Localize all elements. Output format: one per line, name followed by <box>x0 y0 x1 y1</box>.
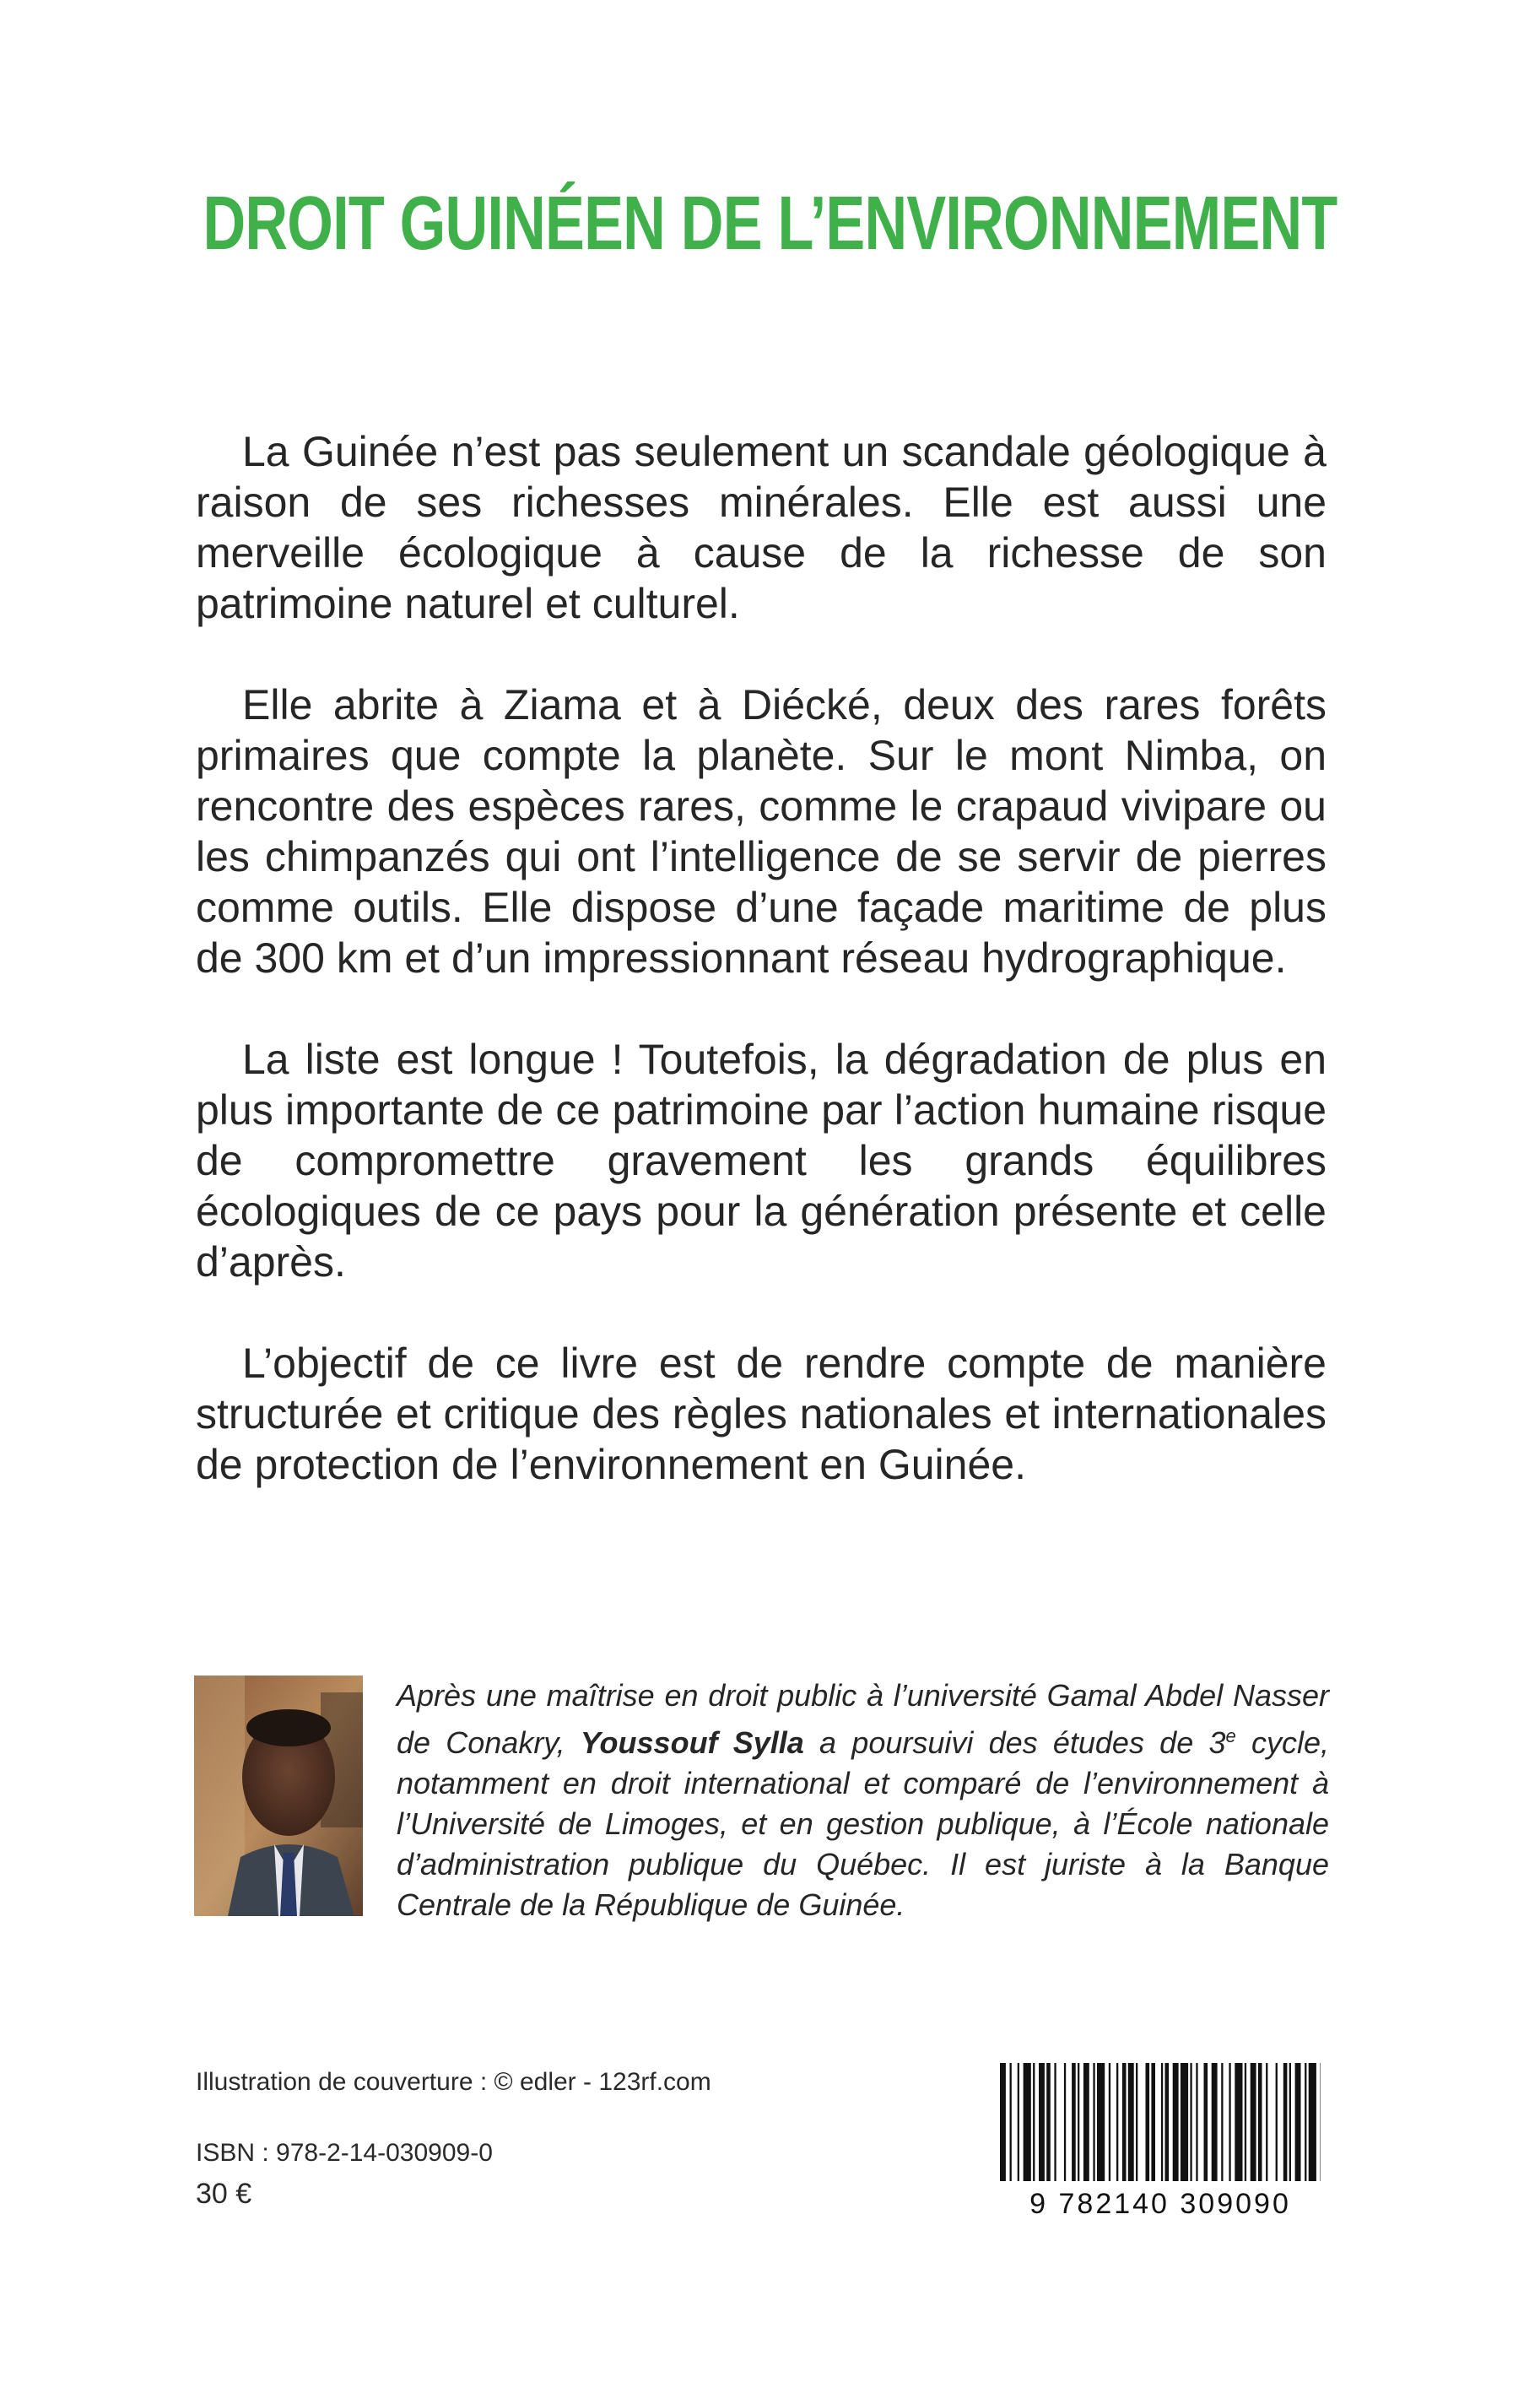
barcode-bar <box>1221 2063 1223 2181</box>
ordinal-superscript: e <box>1225 1725 1236 1746</box>
barcode-bar <box>1204 2063 1208 2181</box>
blurb-paragraph: La liste est longue ! Toutefois, la dégradation de plus en plus importante de ce patrimoine par l’action humaine risque de compromettre gravement les grands équilibres écologiques de ce pays pour la génération présente et celle d’après. <box>196 1036 1327 1286</box>
barcode-bar <box>1116 2063 1118 2181</box>
barcode-bar <box>1122 2063 1127 2181</box>
isbn: ISBN : 978-2-14-030909-0 <box>196 2139 493 2167</box>
author-photo <box>194 1676 363 1916</box>
author-portrait-image <box>194 1676 363 1916</box>
barcode-bar <box>1039 2063 1045 2181</box>
barcode-bar <box>1295 2063 1301 2181</box>
barcode-bar <box>1097 2063 1105 2181</box>
barcode <box>992 2060 1329 2220</box>
barcode-digits: 9 782140 309090 <box>1029 2188 1291 2220</box>
barcode-bar <box>1258 2063 1262 2181</box>
barcode-bar <box>1181 2063 1188 2181</box>
barcode-bar <box>1064 2063 1066 2181</box>
barcode-bar <box>1245 2063 1246 2181</box>
barcode-bar <box>1190 2063 1191 2181</box>
barcode-bar <box>1151 2063 1155 2181</box>
barcode-bar <box>1136 2063 1137 2181</box>
barcode-bar <box>1000 2063 1006 2181</box>
barcode-bar <box>1046 2063 1051 2181</box>
barcode-bar <box>1229 2063 1230 2181</box>
book-title: DROIT GUINÉEN DE L’ENVIRONNEMENT <box>203 181 1337 266</box>
barcode-bar <box>1251 2063 1256 2181</box>
author-biography <box>397 1676 1329 1925</box>
barcode-bar <box>1024 2063 1031 2181</box>
barcode-bar <box>1212 2063 1218 2181</box>
barcode-bar <box>1128 2063 1134 2181</box>
barcode-bar <box>1173 2063 1179 2181</box>
barcode-bar <box>1072 2063 1076 2181</box>
barcode-bar <box>1018 2063 1019 2181</box>
bio-text-start: Après une maîtrise en droit public à l’université Gamal Abdel Nasser de Conakry, <box>397 1678 1329 1760</box>
price: 30 € <box>196 2178 252 2210</box>
barcode-bar <box>1266 2063 1267 2181</box>
blurb-paragraph: L’objectif de ce livre est de rendre compte de manière structurée et critique des règles nationales et internationales de protection de l’environnement en Guinée. <box>196 1340 1327 1488</box>
barcode-bar <box>1078 2063 1079 2181</box>
barcode-bar <box>1235 2063 1242 2181</box>
barcode-bar <box>1109 2063 1110 2181</box>
barcode-bar <box>1165 2063 1170 2181</box>
barcode-bar <box>1093 2063 1094 2181</box>
blurb-paragraph: Elle abrite à Ziama et à Diécké, deux des rares forêts primaires que compte la planète. Sur le mont Nimba, on rencontre des espèces rares, comme le crapaud vivipare ou les chimpanzés qui ont l’intelligence de se servir de pierres comme outils. Elle dispose d’une façade maritime de plus de 300 km et d’un impressionnant réseau hydrographique. <box>196 681 1327 982</box>
author-name: Youssouf Sylla <box>580 1725 804 1760</box>
barcode-bar <box>1033 2063 1035 2181</box>
bio-text-end: cycle, notamment en droit international et comparé de l’environnement à l’Université de Limoges, et en gestion publique, à l’École nationale d’administration publique du Québec. Il est juriste à la Banque Centrale de la République de Guinée. <box>397 1725 1329 1922</box>
barcode-bar <box>1276 2063 1278 2181</box>
barcode-bar <box>1161 2063 1163 2181</box>
barcode-bars <box>1000 2063 1321 2181</box>
barcode-bar <box>1083 2063 1089 2181</box>
blurb-paragraph: La Guinée n’est pas seulement un scandale géologique à raison de ses richesses minérales. Elle est aussi une merveille écologique à cause de la richesse de son patrimoine naturel et culturel. <box>196 428 1327 627</box>
barcode-bar <box>1196 2063 1197 2181</box>
barcode-bar <box>1283 2063 1288 2181</box>
barcode-bar <box>1146 2063 1150 2181</box>
bio-text-middle: a poursuivi des études de 3 <box>803 1725 1226 1760</box>
barcode-bar <box>1305 2063 1306 2181</box>
back-cover-blurb <box>196 426 1327 1540</box>
barcode-bar <box>1010 2063 1012 2181</box>
barcode-bar <box>1309 2063 1316 2181</box>
barcode-bar <box>1289 2063 1291 2181</box>
cover-illustration-credit: Illustration de couverture : © edler - 123rf.com <box>196 2068 711 2096</box>
barcode-bar <box>1054 2063 1056 2181</box>
